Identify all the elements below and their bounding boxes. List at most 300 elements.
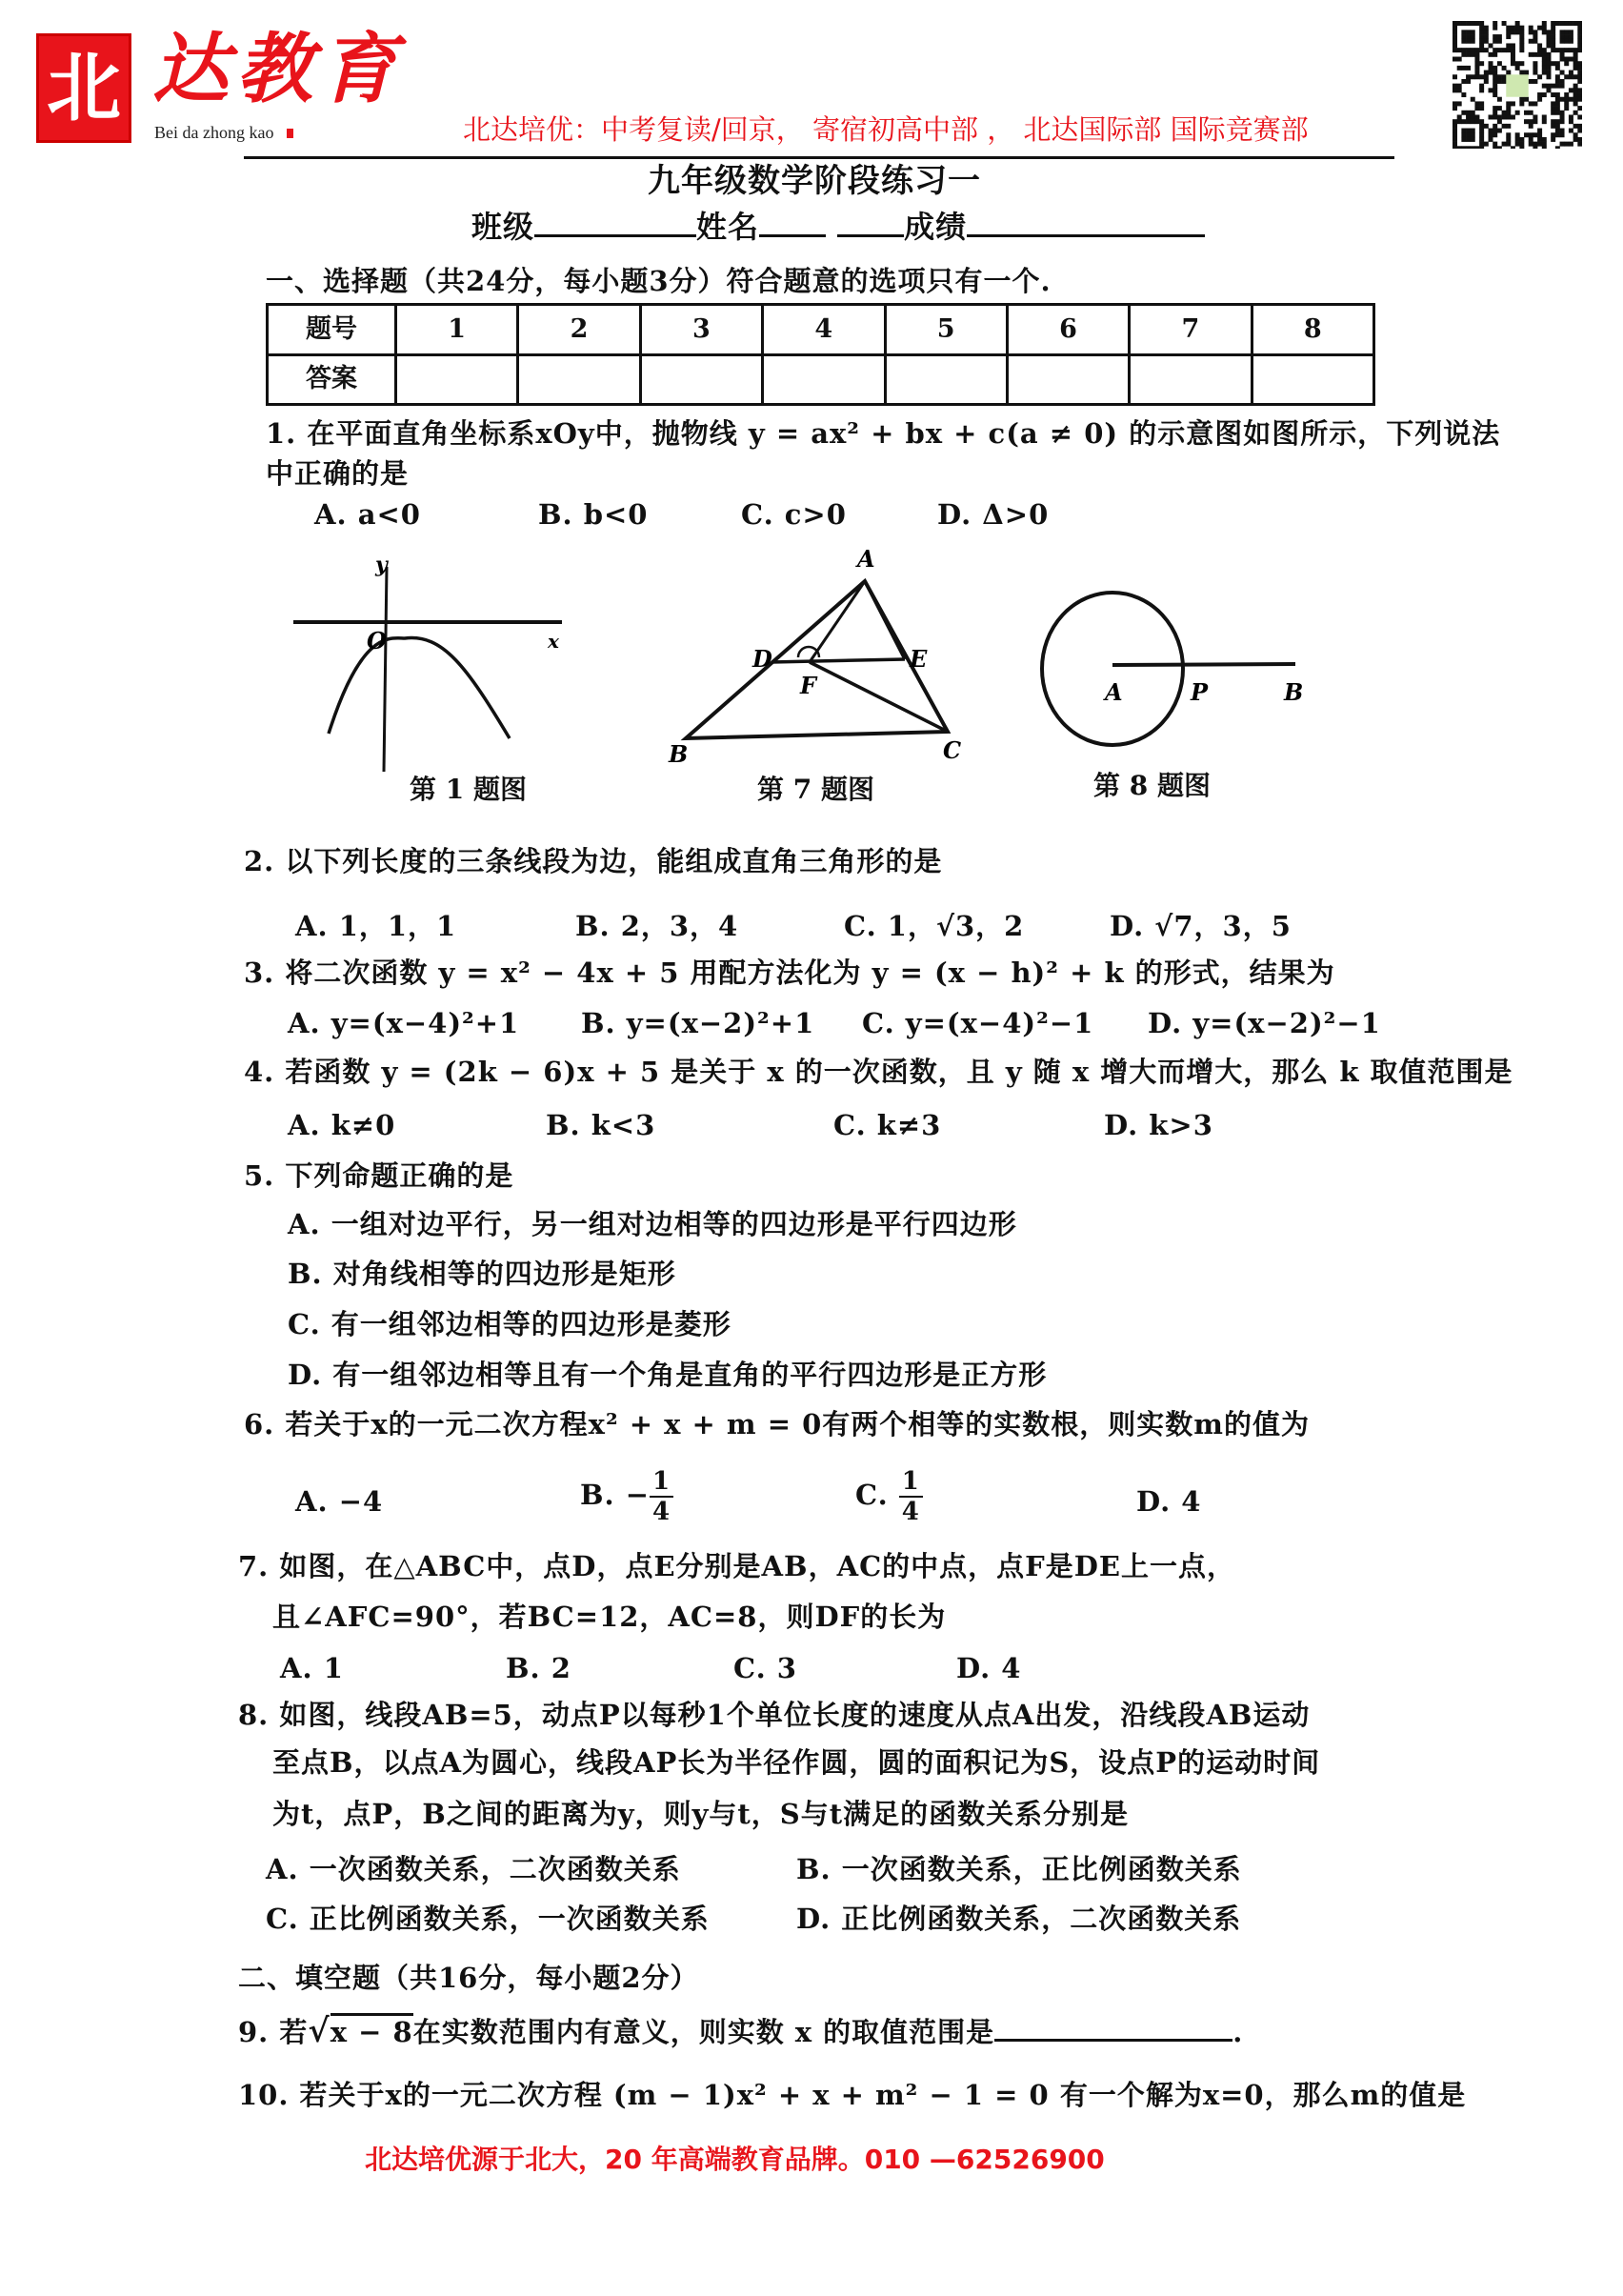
q1-option-a: A. a<0: [314, 498, 421, 531]
y-label: y: [375, 553, 388, 577]
qr-module: [1564, 101, 1569, 106]
qr-module: [1479, 30, 1484, 34]
name-blank-2: [837, 234, 904, 237]
qr-module: [1502, 74, 1507, 79]
qr-module: [1479, 129, 1484, 133]
qr-module: [1560, 39, 1565, 44]
qr-module: [1515, 26, 1520, 30]
qr-module: [1542, 66, 1547, 70]
table-cell: 3: [640, 305, 762, 355]
q4-option-b: B. k<3: [546, 1109, 656, 1141]
qr-module: [1511, 146, 1515, 149]
qr-module: [1484, 34, 1489, 39]
q4-option-c: C. k≠3: [833, 1109, 942, 1141]
qr-module: [1493, 92, 1497, 97]
qr-module: [1569, 57, 1573, 62]
qr-module: [1511, 61, 1515, 66]
qr-module: [1506, 111, 1511, 115]
qr-module: [1533, 146, 1537, 149]
q9-answer-blank: [994, 2039, 1232, 2042]
qr-module: [1564, 92, 1569, 97]
qr-center-logo: [1506, 74, 1528, 96]
parabola-curve: [329, 638, 510, 738]
qr-module: [1474, 70, 1479, 75]
qr-module: [1577, 70, 1582, 75]
qr-module: [1546, 43, 1551, 48]
qr-module: [1493, 88, 1497, 92]
qr-module: [1457, 84, 1462, 89]
q7-option-a: A. 1: [280, 1652, 344, 1684]
qr-module: [1484, 79, 1489, 84]
qr-module: [1502, 142, 1507, 147]
qr-module: [1555, 21, 1560, 26]
student-info: [471, 208, 1205, 246]
qr-module: [1457, 119, 1462, 124]
qr-module: [1479, 101, 1484, 106]
answer-cell: [1007, 354, 1129, 405]
qr-module: [1533, 79, 1537, 84]
qr-module: [1453, 84, 1457, 89]
qr-module: [1479, 39, 1484, 44]
qr-module: [1466, 74, 1471, 79]
qr-module: [1573, 84, 1578, 89]
qr-module: [1577, 61, 1582, 66]
table-cell: 6: [1007, 305, 1129, 355]
qr-module: [1511, 43, 1515, 48]
qr-module: [1506, 142, 1511, 147]
qr-module: [1461, 146, 1466, 149]
origin-label: O: [367, 627, 387, 655]
circle: [1042, 593, 1183, 745]
qr-module: [1573, 66, 1578, 70]
table-cell: 7: [1130, 305, 1252, 355]
qr-module: [1489, 43, 1493, 48]
qr-module: [1529, 132, 1533, 137]
qr-module: [1529, 111, 1533, 115]
qr-module: [1551, 106, 1555, 111]
qr-module: [1537, 97, 1542, 102]
qr-module: [1489, 88, 1493, 92]
qr-module: [1519, 43, 1524, 48]
qr-module: [1474, 119, 1479, 124]
qr-module: [1502, 124, 1507, 129]
qr-module: [1529, 142, 1533, 147]
qr-module: [1493, 52, 1497, 57]
qr-module: [1493, 34, 1497, 39]
qr-module: [1497, 119, 1502, 124]
qr-module: [1519, 101, 1524, 106]
qr-module: [1484, 26, 1489, 30]
table-cell: 4: [763, 305, 885, 355]
qr-module: [1577, 21, 1582, 26]
qr-module: [1484, 39, 1489, 44]
qr-module: [1466, 132, 1471, 137]
qr-module: [1573, 111, 1578, 115]
qr-module: [1471, 52, 1475, 57]
table-cell: 8: [1252, 305, 1373, 355]
qr-module: [1489, 132, 1493, 137]
q3-option-c: C. y=(x−4)²−1: [862, 1007, 1094, 1039]
qr-module: [1457, 114, 1462, 119]
qr-module: [1573, 97, 1578, 102]
qr-module: [1479, 74, 1484, 79]
denominator: 4: [652, 1498, 671, 1526]
answer-cell: [518, 354, 640, 405]
qr-module: [1519, 48, 1524, 52]
answer-cell: [885, 354, 1007, 405]
footer-contact: 北达培优源于北大，20 年高端教育品牌。010 —62526900: [365, 2144, 1105, 2175]
qr-module: [1461, 34, 1466, 39]
point-c-label: C: [943, 736, 962, 764]
figure-7-caption: 第 7 题图: [757, 774, 874, 805]
qr-module: [1577, 88, 1582, 92]
figure-8-caption: 第 8 题图: [1093, 770, 1211, 801]
q7-line1: 7. 如图，在△ABC中，点D，点E分别是AB，AC的中点，点F是DE上一点，: [238, 1550, 1235, 1582]
qr-module: [1533, 132, 1537, 137]
qr-module: [1564, 97, 1569, 102]
qr-module: [1497, 74, 1502, 79]
qr-module: [1560, 132, 1565, 137]
qr-module: [1461, 66, 1466, 70]
qr-module: [1577, 48, 1582, 52]
q3-option-a: A. y=(x−4)²+1: [288, 1007, 520, 1039]
qr-module: [1461, 132, 1466, 137]
q5-option-a: A. 一组对边平行，另一组对边相等的四边形是平行四边形: [288, 1208, 1017, 1240]
qr-module: [1497, 114, 1502, 119]
qr-module: [1560, 57, 1565, 62]
qr-module: [1474, 66, 1479, 70]
q5-option-c: C. 有一组邻边相等的四边形是菱形: [288, 1308, 731, 1340]
qr-module: [1511, 26, 1515, 30]
q6-option-b: [580, 1464, 673, 1526]
qr-module: [1524, 70, 1529, 75]
q8-option-b: B. 一次函数关系，正比例函数关系: [796, 1853, 1242, 1885]
qr-module: [1506, 34, 1511, 39]
qr-module: [1577, 30, 1582, 34]
qr-module: [1466, 146, 1471, 149]
q1-line2: 中正确的是: [266, 457, 410, 490]
qr-module: [1493, 114, 1497, 119]
qr-module: [1497, 146, 1502, 149]
qr-module: [1573, 132, 1578, 137]
qr-module: [1569, 88, 1573, 92]
qr-module: [1577, 114, 1582, 119]
qr-module: [1560, 48, 1565, 52]
qr-code: [1453, 21, 1582, 149]
qr-module: [1466, 39, 1471, 44]
qr-module: [1453, 101, 1457, 106]
qr-module: [1489, 61, 1493, 66]
qr-module: [1484, 70, 1489, 75]
qr-module: [1461, 119, 1466, 124]
answer-cell: [1130, 354, 1252, 405]
qr-module: [1466, 48, 1471, 52]
point-a-label: A: [857, 545, 875, 573]
qr-module: [1466, 30, 1471, 34]
q4-option-a: A. k≠0: [288, 1109, 396, 1141]
qr-module: [1461, 39, 1466, 44]
qr-module: [1577, 129, 1582, 133]
qr-module: [1461, 79, 1466, 84]
qr-module: [1453, 146, 1457, 149]
qr-module: [1479, 119, 1484, 124]
qr-module: [1484, 48, 1489, 52]
qr-module: [1533, 39, 1537, 44]
qr-module: [1493, 84, 1497, 89]
q2-option-b: B. 2，3，4: [575, 910, 739, 942]
qr-module: [1577, 106, 1582, 111]
qr-module: [1474, 106, 1479, 111]
qr-module: [1515, 21, 1520, 26]
qr-module: [1551, 119, 1555, 124]
q7-option-d: D. 4: [956, 1652, 1022, 1684]
q2-stem: 2. 以下列长度的三条线段为边，能组成直角三角形的是: [244, 845, 943, 877]
qr-module: [1461, 92, 1466, 97]
segment-de: [771, 659, 905, 662]
qr-module: [1555, 66, 1560, 70]
answer-cell: [763, 354, 885, 405]
qr-module: [1479, 88, 1484, 92]
qr-module: [1569, 97, 1573, 102]
qr-module: [1573, 92, 1578, 97]
point-d-label: D: [752, 645, 772, 673]
qr-module: [1493, 111, 1497, 115]
qr-module: [1560, 34, 1565, 39]
qr-module: [1564, 61, 1569, 66]
qr-module: [1551, 111, 1555, 115]
qr-module: [1519, 70, 1524, 75]
qr-module: [1573, 124, 1578, 129]
qr-module: [1560, 129, 1565, 133]
q8-line2: 至点B，以点A为圆心，线段AP长为半径作圆，圆的面积记为S，设点P的运动时间: [272, 1746, 1321, 1779]
q8-option-c: C. 正比例函数关系，一次函数关系: [266, 1903, 710, 1935]
qr-module: [1466, 111, 1471, 115]
table-cell: 2: [518, 305, 640, 355]
point-a-label: A: [1105, 678, 1123, 706]
qr-module: [1555, 119, 1560, 124]
qr-module: [1453, 30, 1457, 34]
qr-module: [1551, 43, 1555, 48]
qr-module: [1555, 124, 1560, 129]
qr-module: [1506, 48, 1511, 52]
qr-module: [1529, 30, 1533, 34]
qr-module: [1546, 88, 1551, 92]
qr-module: [1457, 48, 1462, 52]
qr-module: [1489, 114, 1493, 119]
qr-module: [1471, 39, 1475, 44]
qr-module: [1564, 106, 1569, 111]
qr-module: [1502, 21, 1507, 26]
point-e-label: E: [910, 645, 928, 673]
q10: 10. 若关于x的一元二次方程 (m − 1)x² + x + m² − 1 = 0 有一个解为x=0，那么m的值是: [238, 2079, 1467, 2111]
qr-module: [1506, 132, 1511, 137]
qr-module: [1577, 26, 1582, 30]
figure-1-parabola: [276, 553, 581, 781]
qr-module: [1542, 114, 1547, 119]
qr-module: [1533, 114, 1537, 119]
qr-module: [1474, 146, 1479, 149]
qr-module: [1573, 101, 1578, 106]
qr-module: [1569, 114, 1573, 119]
qr-module: [1502, 111, 1507, 115]
qr-module: [1471, 114, 1475, 119]
q8-line1: 8. 如图，线段AB=5，动点P以每秒1个单位长度的速度从点A出发，沿线段AB运动: [238, 1699, 1311, 1731]
qr-module: [1471, 137, 1475, 142]
qr-module: [1577, 124, 1582, 129]
qr-module: [1489, 129, 1493, 133]
class-blank: [534, 234, 696, 237]
qr-module: [1506, 124, 1511, 129]
qr-module: [1506, 70, 1511, 75]
q1-option-b: B. b<0: [538, 498, 649, 531]
qr-module: [1560, 21, 1565, 26]
qr-module: [1506, 114, 1511, 119]
qr-module: [1560, 79, 1565, 84]
qr-module: [1560, 52, 1565, 57]
qr-module: [1493, 66, 1497, 70]
qr-module: [1461, 52, 1466, 57]
header-divider: [244, 156, 1394, 159]
qr-module: [1573, 137, 1578, 142]
score-blank: [967, 234, 1205, 237]
qr-module: [1524, 97, 1529, 102]
q6-stem: 6. 若关于x的一元二次方程x² + x + m = 0有两个相等的实数根，则实数m的值为: [244, 1408, 1310, 1440]
name-label: 姓名: [696, 209, 760, 245]
qr-module: [1502, 114, 1507, 119]
q9: [238, 2012, 1243, 2051]
qr-module: [1461, 129, 1466, 133]
qr-module: [1542, 52, 1547, 57]
qr-module: [1471, 129, 1475, 133]
qr-module: [1474, 52, 1479, 57]
qr-module: [1457, 57, 1462, 62]
qr-module: [1479, 84, 1484, 89]
qr-module: [1466, 66, 1471, 70]
qr-module: [1519, 137, 1524, 142]
q6-option-c-label: C.: [855, 1479, 899, 1511]
qr-module: [1542, 57, 1547, 62]
qr-module: [1560, 30, 1565, 34]
qr-module: [1537, 26, 1542, 30]
q1-option-d: D. Δ>0: [937, 498, 1050, 531]
qr-module: [1560, 119, 1565, 124]
qr-module: [1453, 137, 1457, 142]
qr-module: [1493, 124, 1497, 129]
qr-module: [1497, 48, 1502, 52]
qr-module: [1564, 39, 1569, 44]
qr-module: [1551, 34, 1555, 39]
qr-module: [1542, 61, 1547, 66]
qr-module: [1560, 97, 1565, 102]
q1-option-c: C. c>0: [741, 498, 847, 531]
qr-module: [1493, 142, 1497, 147]
qr-module: [1546, 74, 1551, 79]
qr-module: [1453, 43, 1457, 48]
numerator: 1: [650, 1467, 673, 1498]
qr-module: [1466, 137, 1471, 142]
qr-module: [1524, 119, 1529, 124]
qr-module: [1484, 142, 1489, 147]
qr-module: [1511, 48, 1515, 52]
qr-module: [1453, 119, 1457, 124]
qr-module: [1577, 66, 1582, 70]
qr-module: [1524, 132, 1529, 137]
table-header: 题号: [268, 305, 396, 355]
q3-option-d: D. y=(x−2)²−1: [1148, 1007, 1381, 1039]
qr-module: [1497, 79, 1502, 84]
q7-line2: 且∠AFC=90°，若BC=12，AC=8，则DF的长为: [272, 1601, 947, 1633]
qr-module: [1461, 30, 1466, 34]
qr-module: [1564, 74, 1569, 79]
qr-module: [1564, 48, 1569, 52]
qr-module: [1555, 101, 1560, 106]
qr-module: [1533, 142, 1537, 147]
qr-module: [1537, 129, 1542, 133]
qr-module: [1560, 114, 1565, 119]
answer-table: [266, 303, 1375, 406]
qr-module: [1466, 114, 1471, 119]
score-label: 成绩: [904, 209, 968, 245]
qr-module: [1560, 70, 1565, 75]
qr-module: [1461, 137, 1466, 142]
qr-module: [1479, 61, 1484, 66]
figure-1-caption: 第 1 题图: [410, 774, 527, 805]
qr-module: [1542, 142, 1547, 147]
qr-module: [1466, 52, 1471, 57]
qr-module: [1453, 48, 1457, 52]
qr-module: [1564, 30, 1569, 34]
answer-cell: [1252, 354, 1373, 405]
qr-module: [1551, 48, 1555, 52]
qr-module: [1511, 101, 1515, 106]
qr-module: [1479, 142, 1484, 147]
table-row: [268, 354, 1374, 405]
qr-module: [1555, 97, 1560, 102]
qr-module: [1577, 92, 1582, 97]
qr-module: [1519, 26, 1524, 30]
qr-module: [1506, 106, 1511, 111]
qr-module: [1479, 26, 1484, 30]
qr-module: [1569, 34, 1573, 39]
qr-module: [1493, 70, 1497, 75]
qr-module: [1537, 92, 1542, 97]
qr-module: [1551, 61, 1555, 66]
qr-module: [1560, 84, 1565, 89]
qr-module: [1569, 74, 1573, 79]
qr-module: [1519, 39, 1524, 44]
qr-module: [1511, 114, 1515, 119]
qr-module: [1511, 30, 1515, 34]
qr-module: [1457, 146, 1462, 149]
qr-module: [1533, 30, 1537, 34]
q7-option-b: B. 2: [506, 1652, 571, 1684]
qr-module: [1457, 66, 1462, 70]
qr-module: [1551, 92, 1555, 97]
qr-module: [1461, 21, 1466, 26]
qr-module: [1546, 39, 1551, 44]
qr-module: [1551, 84, 1555, 89]
qr-module: [1537, 43, 1542, 48]
qr-module: [1555, 111, 1560, 115]
qr-module: [1542, 21, 1547, 26]
qr-module: [1457, 88, 1462, 92]
qr-module: [1474, 61, 1479, 66]
qr-module: [1573, 88, 1578, 92]
q8-line3: 为t，点P，B之间的距离为y，则y与t，S与t满足的函数关系分别是: [272, 1798, 1130, 1830]
qr-module: [1493, 146, 1497, 149]
qr-module: [1489, 137, 1493, 142]
qr-module: [1537, 132, 1542, 137]
